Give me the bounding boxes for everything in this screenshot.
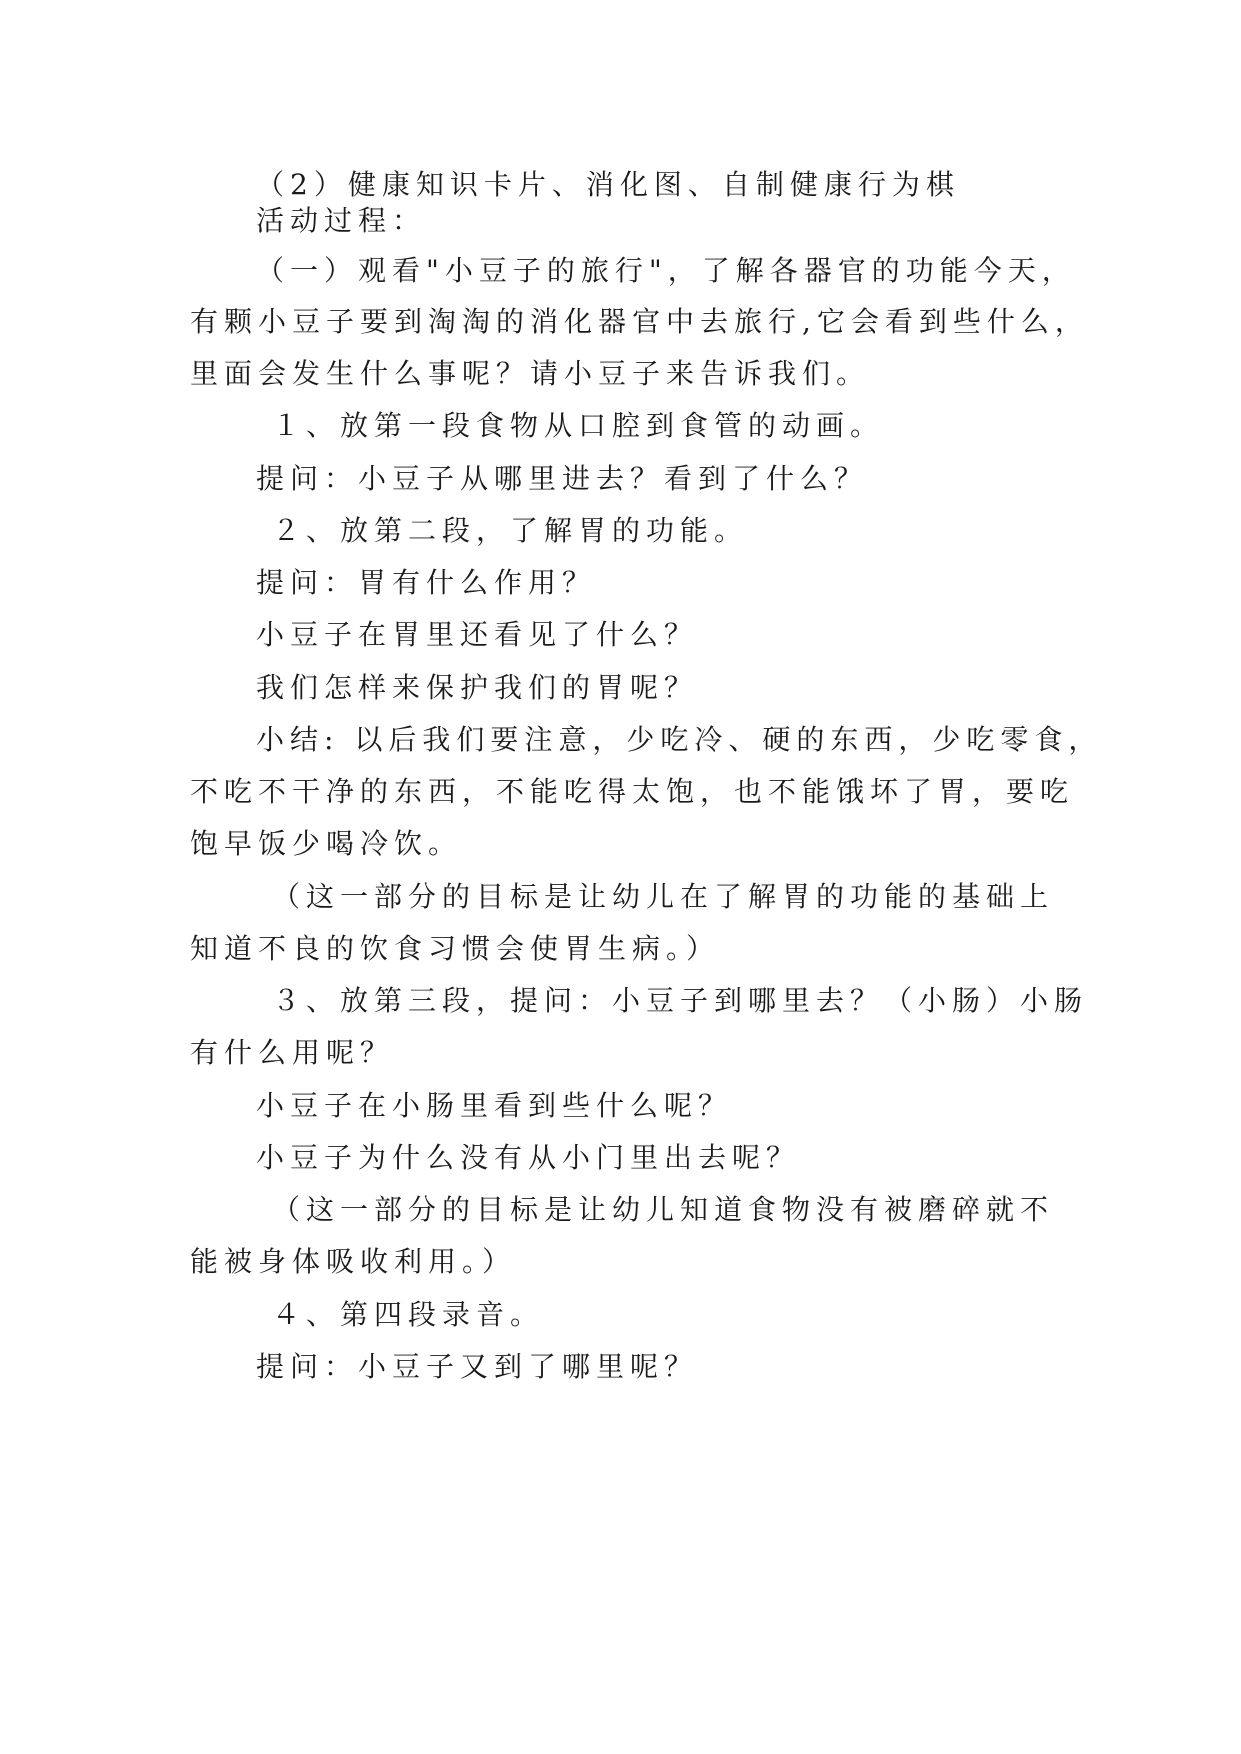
question-line: 提问：胃有什么作用？ — [256, 566, 597, 599]
summary-line: 小结: 以后我们要注意，少吃冷、硬的东西，少吃零食， — [256, 723, 1103, 756]
step-three-line: ３、放第三段，提问：小豆子到哪里去？（小肠）小肠 — [272, 984, 1089, 1017]
step-one-line: １、放第一段食物从口腔到食管的动画。 — [272, 409, 885, 442]
question-line: 小豆子在小肠里看到些什么呢？ — [256, 1089, 733, 1122]
activity-process-heading: 活动过程： — [256, 204, 427, 237]
step-two-line: ２、放第二段，了解胃的功能。 — [272, 514, 749, 547]
note-line: （这一部分的目标是让幼儿在了解胃的功能的基础上 — [272, 880, 1055, 913]
paragraph-line: 不吃不干净的东西，不能吃得太饱，也不能饿坏了胃，要吃 — [190, 775, 1075, 808]
note-line: （这一部分的目标是让幼儿知道食物没有被磨碎就不 — [272, 1193, 1055, 1226]
question-line: 提问：小豆子从哪里进去？看到了什么？ — [256, 462, 869, 495]
paragraph-line: 能被身体吸收利用。） — [190, 1245, 517, 1278]
question-line: 小豆子在胃里还看见了什么？ — [256, 618, 699, 651]
paragraph-line: 有什么用呢？ — [190, 1036, 395, 1069]
question-line: 我们怎样来保护我们的胃呢？ — [256, 671, 699, 704]
question-line: 小豆子为什么没有从小门里出去呢？ — [256, 1141, 801, 1174]
paragraph-line: 饱早饭少喝冷饮。 — [190, 827, 463, 860]
paragraph-line: 知道不良的饮食习惯会使胃生病。） — [190, 932, 721, 965]
paragraph-line: 有颗小豆子要到淘淘的消化器官中去旅行,它会看到些什么， — [190, 305, 1089, 338]
materials-line: （2）健康知识卡片、消化图、自制健康行为棋 — [256, 168, 960, 201]
section-one-heading: （一）观看"小豆子的旅行"，了解各器官的功能今天， — [256, 254, 1076, 287]
paragraph-line: 里面会发生什么事呢？请小豆子来告诉我们。 — [190, 357, 871, 390]
question-line: 提问：小豆子又到了哪里呢？ — [256, 1350, 699, 1383]
step-four-line: ４、第四段录音。 — [272, 1298, 545, 1331]
